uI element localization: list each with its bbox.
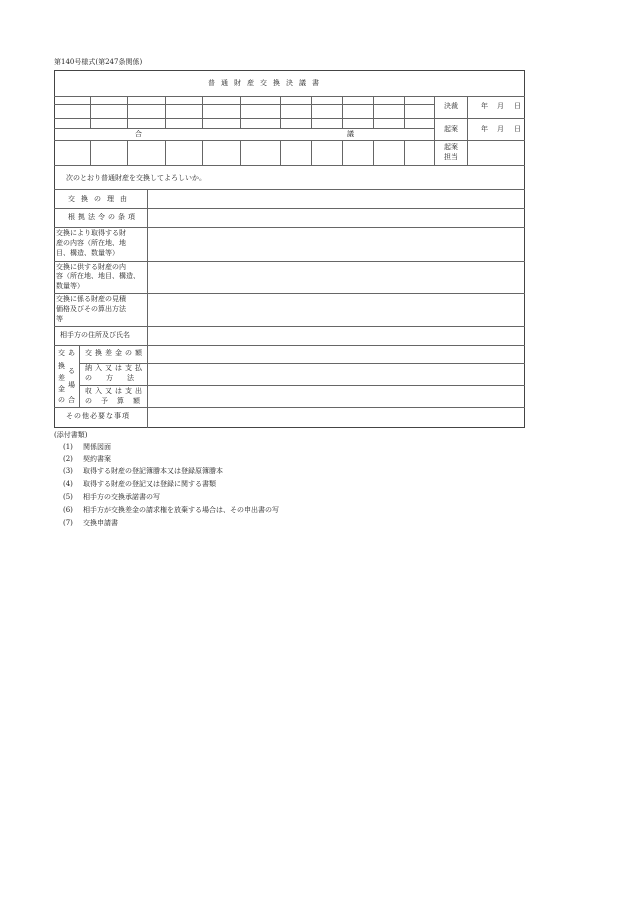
- kessai-year: 年: [481, 102, 488, 110]
- row-budget-label-2: の予算額: [85, 397, 149, 405]
- attachment-number: (4): [63, 480, 73, 488]
- kian-label: 起案: [444, 125, 458, 133]
- row-estimate-label-3: 等: [56, 315, 63, 323]
- kian-day: 日: [514, 125, 521, 133]
- row-estimate-label-1: 交換に係る財産の見積: [56, 295, 126, 303]
- row-budget-label-1: 収入又は支出: [85, 387, 145, 395]
- attachment-text: 相手方の交換承諾書の写: [83, 493, 160, 501]
- attachment-number: (7): [63, 519, 73, 527]
- kessai-month: 月: [497, 102, 504, 110]
- attachment-number: (3): [63, 467, 73, 475]
- attachment-text: 取得する財産の登記簿謄本又は登録原簿謄本: [83, 467, 223, 475]
- attachment-text: 関係図面: [83, 443, 111, 451]
- sagin-vertical-5: の: [58, 396, 65, 404]
- row-sagin-amount-label: 交換差金の額: [85, 349, 145, 357]
- attachment-text: 取得する財産の登記又は登録に関する書類: [83, 480, 216, 488]
- row-estimate-label-2: 価格及びその算出方法: [56, 305, 126, 313]
- row-reason-label: 交換の理由: [68, 195, 133, 203]
- attachment-number: (2): [63, 455, 73, 463]
- sagin-vertical-a: あ: [68, 349, 75, 357]
- row-other-label: その他必要な事項: [66, 412, 130, 420]
- row-acquire-label-3: 目、構造、数量等）: [56, 249, 119, 257]
- form-title: 普通財産交換決議書: [208, 79, 325, 87]
- row-acquire-label-1: 交換により取得する財: [56, 229, 126, 237]
- sagin-vertical-3: 差: [58, 374, 65, 382]
- statement-text: 次のとおり普通財産を交換してよろしいか。: [66, 174, 206, 182]
- attachment-number: (5): [63, 493, 73, 501]
- attachment-number: (1): [63, 443, 73, 451]
- kessai-day: 日: [514, 102, 521, 110]
- row-provide-label-1: 交換に供する財産の内: [56, 263, 126, 271]
- sagin-vertical-d: 合: [68, 396, 75, 404]
- attachment-text: 契約書案: [83, 455, 111, 463]
- label-column-divider: [147, 189, 148, 428]
- kian-tanto-label-2: 担当: [444, 153, 458, 161]
- kian-year: 年: [481, 125, 488, 133]
- aigi-left-label: 合: [135, 130, 142, 138]
- row-law-label: 根拠法令の条項: [68, 213, 138, 221]
- sagin-vertical-2: 換: [58, 362, 65, 370]
- kian-tanto-label-1: 起案: [444, 143, 458, 151]
- attachment-text: 交換申請書: [83, 519, 118, 527]
- attachment-number: (6): [63, 506, 73, 514]
- row-pay-label-1: 納入又は支払: [85, 364, 145, 372]
- form-number: 第140号様式(第247条関係): [54, 58, 143, 66]
- row-provide-label-3: 数量等）: [56, 282, 84, 290]
- sagin-vertical-4: 金: [58, 385, 65, 393]
- sagin-vertical-c: 場: [68, 381, 75, 389]
- row-pay-label-2: の方法: [85, 374, 148, 382]
- row-acquire-label-2: 産の内容（所在地、地: [56, 239, 126, 247]
- kessai-label: 決裁: [444, 102, 458, 110]
- kian-month: 月: [497, 125, 504, 133]
- attachment-text: 相手方が交換差金の請求権を放棄する場合は、その申出書の写: [83, 506, 279, 514]
- row-partner-label: 相手方の住所及び氏名: [60, 331, 130, 339]
- sagin-vertical-1: 交: [58, 349, 65, 357]
- title-divider: [54, 96, 525, 97]
- aigi-right-label: 議: [347, 130, 354, 138]
- row-provide-label-2: 容（所在地、地目、構造、: [56, 272, 140, 280]
- sagin-vertical-b: る: [68, 367, 75, 375]
- attachments-heading: (添付書類): [54, 431, 88, 439]
